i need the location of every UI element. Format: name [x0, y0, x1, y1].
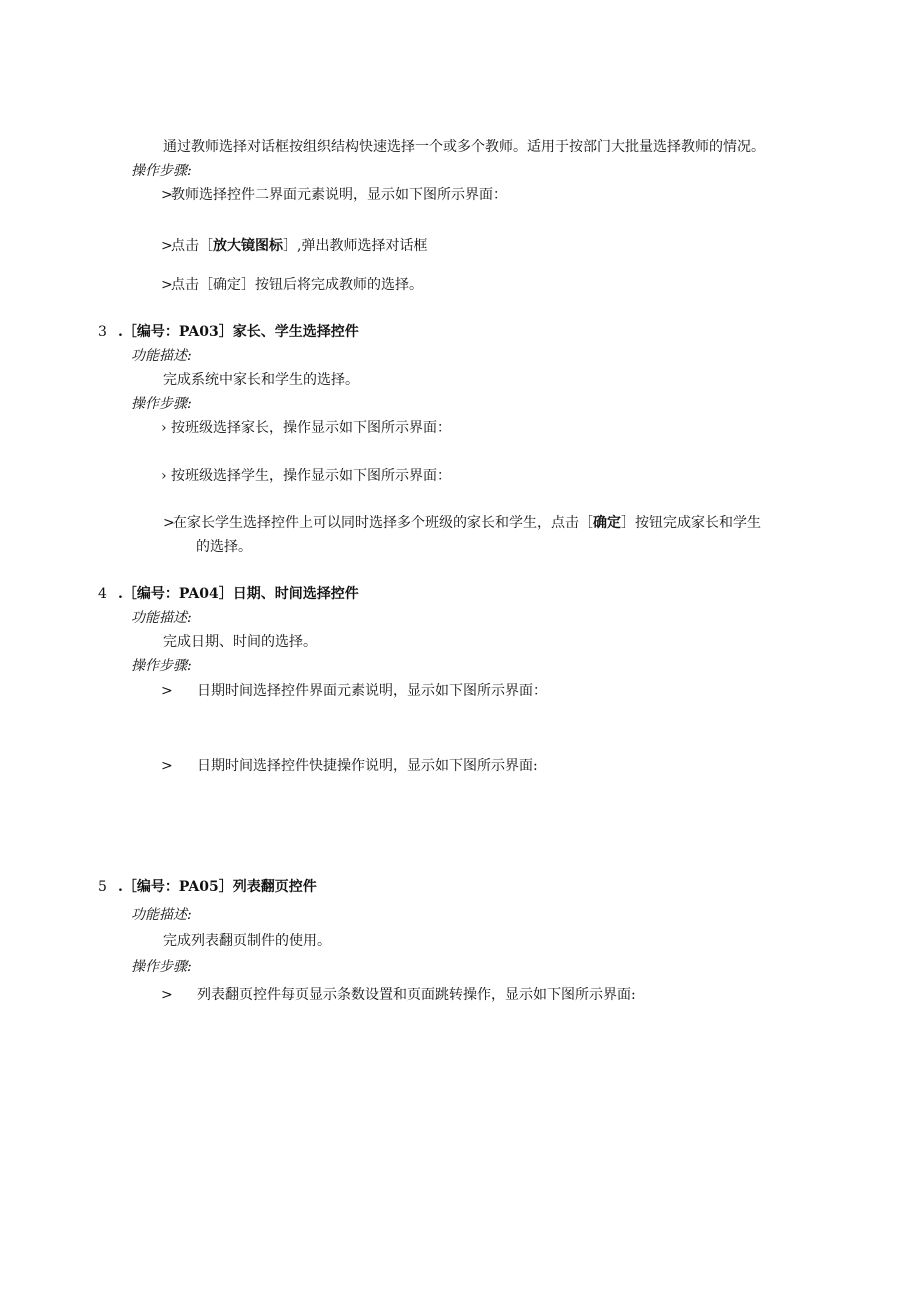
bullet-marker: >: [163, 515, 175, 531]
section-5-steps-label: 操作步骤:: [131, 959, 192, 975]
bullet-marker: >: [161, 987, 173, 1003]
bullet-marker: >: [161, 238, 173, 254]
intro-description: 通过教师选择对话框按组织结构快速选择一个或多个教师。适用于按部门大批量选择教师的情况。: [163, 139, 765, 155]
section-3-code: PA03: [178, 324, 219, 340]
bullet-marker: ›: [161, 420, 167, 436]
section-4-step-1: > 日期时间选择控件界面元素说明，显示如下图所示界面：: [161, 683, 547, 699]
section-3-step-1: › 按班级选择家长，操作显示如下图所示界面：: [161, 420, 451, 436]
intro-step-3: >点击［确定］按钮后将完成教师的选择。: [161, 277, 423, 293]
section-3-step-2: › 按班级选择学生，操作显示如下图所示界面：: [161, 468, 451, 484]
magnifier-label: 放大镜图标: [213, 238, 283, 254]
bullet-marker: ›: [161, 468, 167, 484]
section-3-step-3-cont: 的选择。: [196, 539, 252, 555]
section-3-func-label: 功能描述:: [131, 348, 192, 364]
section-4-heading: 4 .［编号：PA04］日期、时间选择控件: [98, 586, 359, 602]
section-3-steps-label: 操作步骤:: [131, 396, 192, 412]
section-4-step-2: > 日期时间选择控件快捷操作说明，显示如下图所示界面:: [161, 758, 538, 774]
intro-steps-label: 操作步骤:: [131, 163, 192, 179]
intro-step-2: >点击［放大镜图标］,弹出教师选择对话框: [161, 238, 428, 254]
intro-step-1: >教师选择控件二界面元素说明，显示如下图所示界面：: [161, 187, 507, 203]
section-5-heading: 5 .［编号：PA05］列表翻页控件: [98, 879, 317, 895]
section-5-func-label: 功能描述:: [131, 907, 192, 923]
section-5-code: PA05: [178, 879, 219, 895]
bullet-marker: >: [161, 683, 173, 699]
section-5-func-desc: 完成列表翻页制件的使用。: [163, 933, 331, 949]
confirm-label: 确定: [593, 515, 621, 531]
section-3-heading: 3 .［编号：PA03］家长、学生选择控件: [98, 324, 359, 340]
bullet-marker: >: [161, 277, 173, 293]
section-4-code: PA04: [178, 586, 219, 602]
section-4-func-label: 功能描述:: [131, 610, 192, 626]
section-3-step-3: >在家长学生选择控件上可以同时选择多个班级的家长和学生，点击［确定］按钮完成家长和学生: [163, 515, 761, 531]
section-3-func-desc: 完成系统中家长和学生的选择。: [163, 372, 359, 388]
section-4-steps-label: 操作步骤:: [131, 658, 192, 674]
section-4-func-desc: 完成日期、时间的选择。: [163, 634, 317, 650]
section-5-step-1: > 列表翻页控件每页显示条数设置和页面跳转操作，显示如下图所示界面:: [161, 987, 636, 1003]
bullet-marker: >: [161, 187, 173, 203]
bullet-marker: >: [161, 758, 173, 774]
